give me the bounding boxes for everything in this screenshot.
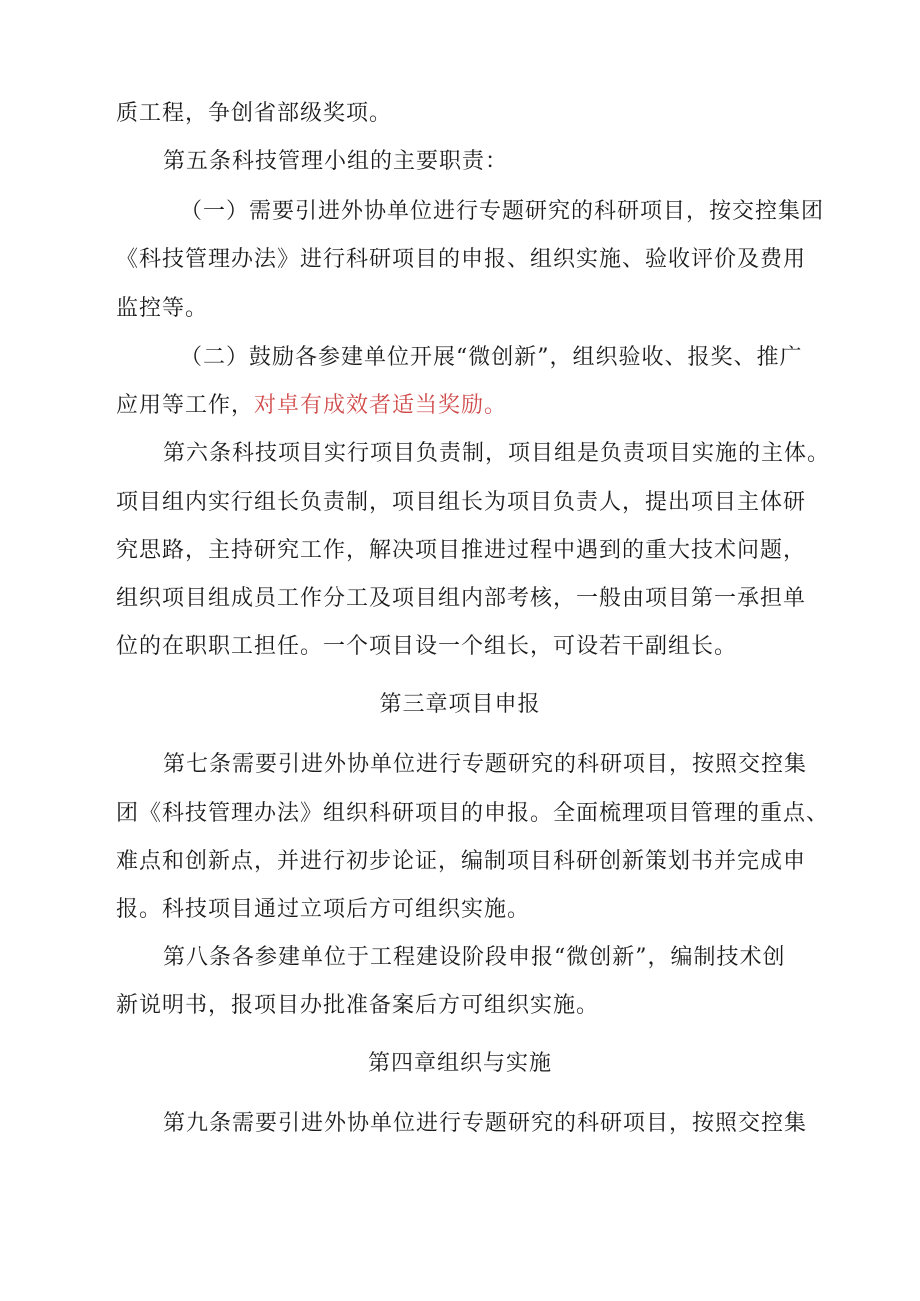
line-text: 项目组内实行组长负责制，项目组长为项目负责人，提出项目主体研	[116, 490, 807, 515]
paragraph-line	[0, 627, 920, 667]
highlighted-text: 对卓有成效者适当奖励。	[254, 393, 508, 418]
paragraph-line	[0, 794, 920, 834]
paragraph-line	[0, 579, 920, 619]
paragraph-line	[0, 240, 920, 280]
paragraph-line	[0, 434, 920, 474]
paragraph-line	[0, 842, 920, 882]
article-heading	[0, 142, 920, 182]
paragraph-line	[0, 1104, 920, 1144]
line-text: 第九条需要引进外协单位进行专题研究的科研项目，按照交控集	[163, 1111, 808, 1136]
line-text: 《科技管理办法》进行科研项目的申报、组织实施、验收评价及费用	[116, 247, 807, 272]
chapter-heading	[0, 1044, 920, 1084]
paragraph-line	[0, 890, 920, 930]
line-text	[116, 386, 507, 426]
chapter-heading	[0, 685, 920, 725]
line-text: 新说明书，报项目办批准备案后方可组织实施。	[116, 993, 600, 1018]
line-text: 第五条科技管理小组的主要职责：	[163, 149, 509, 174]
paragraph-line	[0, 386, 920, 426]
line-text: （二）鼓励各参建单位开展“微创新”，组织验收、报奖、推广	[180, 345, 803, 370]
line-text: 位的在职职工担任。一个项目设一个组长，可设若干副组长。	[116, 634, 738, 659]
line-text: 究思路，主持研究工作，解决项目推进过程中遇到的重大技术问题，	[116, 538, 807, 563]
line-text: （一）需要引进外协单位进行专题研究的科研项目，按交控集团	[180, 199, 825, 224]
paragraph-line	[0, 745, 920, 785]
line-text: 团《科技管理办法》组织科研项目的申报。全面梳理项目管理的重点、	[116, 801, 830, 826]
plain-text: 应用等工作，	[116, 393, 255, 418]
line-text: 第六条科技项目实行项目负责制，项目组是负责项目实施的主体。	[163, 441, 831, 466]
line-text: 质工程，争创省部级奖项。	[116, 101, 393, 126]
paragraph-line	[0, 531, 920, 571]
line-text: 难点和创新点，并进行初步论证，编制项目科研创新策划书并完成申	[116, 849, 807, 874]
paragraph-line	[0, 938, 920, 978]
chapter-title: 第四章组织与实施	[367, 1051, 552, 1076]
line-text: 第七条需要引进外协单位进行专题研究的科研项目，按照交控集	[163, 752, 808, 777]
paragraph-line	[0, 483, 920, 523]
paragraph-line	[0, 192, 920, 232]
paragraph-line	[0, 94, 920, 134]
line-text: 第八条各参建单位于工程建设阶段申报“微创新”，编制技术创	[163, 945, 786, 970]
paragraph-line	[0, 289, 920, 329]
paragraph-line	[0, 986, 920, 1026]
chapter-title: 第三章项目申报	[379, 692, 541, 717]
line-text: 监控等。	[116, 296, 209, 321]
paragraph-line	[0, 338, 920, 378]
line-text: 组织项目组成员工作分工及项目组内部考核，一般由项目第一承担单	[116, 586, 807, 611]
line-text: 报。科技项目通过立项后方可组织实施。	[116, 897, 531, 922]
